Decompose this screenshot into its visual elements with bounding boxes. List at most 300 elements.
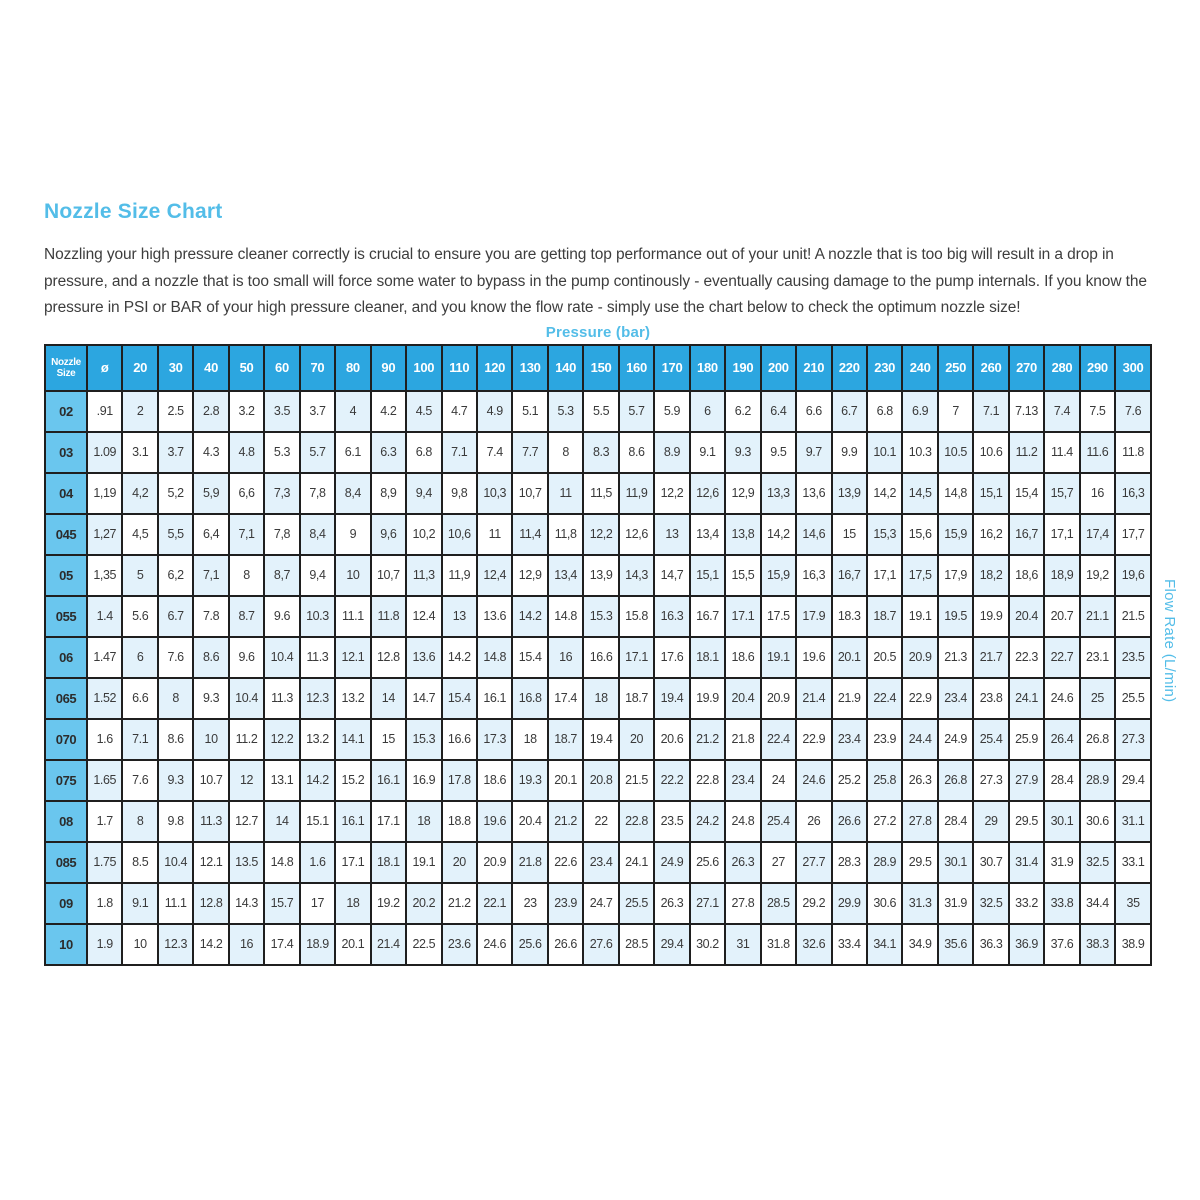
flow-cell: 7.7 <box>512 432 547 473</box>
flow-cell: 27 <box>761 842 796 883</box>
flow-cell: 7.6 <box>158 637 193 678</box>
flow-cell: 4.3 <box>193 432 228 473</box>
flow-cell: 7.1 <box>122 719 157 760</box>
flow-cell: 16,2 <box>973 514 1008 555</box>
flow-cell: 27.2 <box>867 801 902 842</box>
flow-cell: 9,8 <box>442 473 477 514</box>
flow-cell: 14.8 <box>477 637 512 678</box>
flow-cell: 19.4 <box>654 678 689 719</box>
flow-cell: 18,2 <box>973 555 1008 596</box>
flow-cell: 25.5 <box>1115 678 1151 719</box>
flow-cell: 24.9 <box>654 842 689 883</box>
flow-cell: 15.2 <box>335 760 370 801</box>
flow-cell: 16,7 <box>1009 514 1044 555</box>
flow-cell: 11 <box>548 473 583 514</box>
flow-cell: 19.1 <box>761 637 796 678</box>
flow-cell: 11 <box>477 514 512 555</box>
flow-cell: 21.8 <box>725 719 760 760</box>
flow-cell: 14,2 <box>867 473 902 514</box>
flow-cell: 12,9 <box>512 555 547 596</box>
flow-cell: 19.5 <box>938 596 973 637</box>
flow-cell: 22.9 <box>796 719 831 760</box>
column-header-pressure-160: 160 <box>619 345 654 391</box>
flow-cell: 6.9 <box>902 391 937 432</box>
flow-cell: 6,2 <box>158 555 193 596</box>
column-header-pressure-230: 230 <box>867 345 902 391</box>
flow-cell: 13,9 <box>832 473 867 514</box>
flow-cell: 29.2 <box>796 883 831 924</box>
flow-cell: 11.2 <box>1009 432 1044 473</box>
flow-cell: 23.1 <box>1080 637 1115 678</box>
flow-cell: 15,9 <box>938 514 973 555</box>
flow-cell: 15.3 <box>583 596 618 637</box>
flow-cell: 11.3 <box>193 801 228 842</box>
flow-cell: 21.3 <box>938 637 973 678</box>
flow-cell: 23.4 <box>832 719 867 760</box>
flow-cell: 25.2 <box>832 760 867 801</box>
column-header-pressure-250: 250 <box>938 345 973 391</box>
flow-cell: 20.4 <box>725 678 760 719</box>
flow-cell: 32.5 <box>973 883 1008 924</box>
flow-cell: 17.4 <box>548 678 583 719</box>
flow-cell: 13.1 <box>264 760 299 801</box>
flow-cell: 18,9 <box>1044 555 1079 596</box>
flow-cell: 3.2 <box>229 391 264 432</box>
flow-cell: 24 <box>761 760 796 801</box>
flow-cell: 16.1 <box>371 760 406 801</box>
flow-cell: 22.6 <box>548 842 583 883</box>
column-header-pressure-130: 130 <box>512 345 547 391</box>
flow-cell: 9.9 <box>832 432 867 473</box>
flow-cell: 14.2 <box>300 760 335 801</box>
flow-cell: 18.6 <box>725 637 760 678</box>
flow-cell: 10 <box>193 719 228 760</box>
flow-cell: 11.1 <box>158 883 193 924</box>
flow-cell: 31.4 <box>1009 842 1044 883</box>
flow-cell: 8,9 <box>371 473 406 514</box>
flow-cell: 13.5 <box>229 842 264 883</box>
flow-cell: 36.3 <box>973 924 1008 965</box>
flow-cell: 34.9 <box>902 924 937 965</box>
flow-cell: 1,27 <box>87 514 122 555</box>
table-row-nozzle-09 <box>45 883 1151 924</box>
flow-cell: 13,6 <box>796 473 831 514</box>
flow-cell: 8.6 <box>619 432 654 473</box>
flow-cell: 15.3 <box>406 719 441 760</box>
flow-cell: 21.4 <box>371 924 406 965</box>
flow-cell: 14 <box>371 678 406 719</box>
flow-cell: 13.2 <box>335 678 370 719</box>
flow-cell: 28.3 <box>832 842 867 883</box>
flow-cell: 10,2 <box>406 514 441 555</box>
flow-cell: 6.3 <box>371 432 406 473</box>
flow-cell: 15,1 <box>973 473 1008 514</box>
nozzle-size-table <box>44 344 1152 966</box>
row-header-nozzle-02: 02 <box>45 391 87 432</box>
flow-cell: 31 <box>725 924 760 965</box>
column-header-pressure-190: 190 <box>725 345 760 391</box>
flow-cell: 28.4 <box>1044 760 1079 801</box>
flow-cell: 10.1 <box>867 432 902 473</box>
flow-cell: 9,4 <box>406 473 441 514</box>
flow-cell: 7,1 <box>229 514 264 555</box>
flow-cell: 17.8 <box>442 760 477 801</box>
flow-cell: 27.3 <box>973 760 1008 801</box>
flow-cell: 26.3 <box>654 883 689 924</box>
flow-cell: 3.7 <box>300 391 335 432</box>
flow-cell: 18.1 <box>371 842 406 883</box>
flow-cell: 7.6 <box>1115 391 1151 432</box>
flow-cell: 4,5 <box>122 514 157 555</box>
flow-cell: 10.3 <box>902 432 937 473</box>
flow-cell: 4.9 <box>477 391 512 432</box>
flow-cell: 6.6 <box>122 678 157 719</box>
flow-cell: 16.6 <box>442 719 477 760</box>
flow-cell: 30.6 <box>1080 801 1115 842</box>
flow-cell: 14,8 <box>938 473 973 514</box>
row-header-nozzle-085: 085 <box>45 842 87 883</box>
table-row-nozzle-06 <box>45 637 1151 678</box>
row-header-nozzle-06: 06 <box>45 637 87 678</box>
flow-cell: 1.09 <box>87 432 122 473</box>
flow-cell: 11,5 <box>583 473 618 514</box>
flow-cell: 12,6 <box>690 473 725 514</box>
flow-cell: 22 <box>583 801 618 842</box>
flow-cell: 29.9 <box>832 883 867 924</box>
flow-cell: 23.9 <box>867 719 902 760</box>
flow-cell: 1.6 <box>300 842 335 883</box>
flow-cell: 20.9 <box>761 678 796 719</box>
flow-cell: 22.8 <box>690 760 725 801</box>
flow-cell: 15.7 <box>264 883 299 924</box>
flow-cell: 22.8 <box>619 801 654 842</box>
flow-cell: 9,6 <box>371 514 406 555</box>
flow-cell: 19.9 <box>973 596 1008 637</box>
flow-cell: 25 <box>1080 678 1115 719</box>
flow-cell: 2.5 <box>158 391 193 432</box>
flow-cell: 19.6 <box>796 637 831 678</box>
flow-cell: 32.5 <box>1080 842 1115 883</box>
column-header-diameter: ø <box>87 345 122 391</box>
flow-cell: 5.7 <box>300 432 335 473</box>
flow-cell: 16,3 <box>796 555 831 596</box>
flow-cell: 25.6 <box>512 924 547 965</box>
flow-cell: 12.3 <box>300 678 335 719</box>
flow-cell: 6.8 <box>867 391 902 432</box>
flow-cell: 1.47 <box>87 637 122 678</box>
flow-cell: 11.4 <box>1044 432 1079 473</box>
flow-cell: 10,6 <box>442 514 477 555</box>
flow-cell: 14.3 <box>229 883 264 924</box>
column-header-pressure-120: 120 <box>477 345 512 391</box>
flow-cell: 27.8 <box>902 801 937 842</box>
flow-cell: 17,1 <box>1044 514 1079 555</box>
flow-cell: 9.5 <box>761 432 796 473</box>
flow-cell: 6.7 <box>832 391 867 432</box>
flow-cell: 12.8 <box>371 637 406 678</box>
flow-cell: 5.3 <box>548 391 583 432</box>
flow-cell: 20.2 <box>406 883 441 924</box>
flow-cell: 22.4 <box>761 719 796 760</box>
flow-cell: 24.1 <box>619 842 654 883</box>
flow-cell: 26.3 <box>725 842 760 883</box>
flow-cell: 38.3 <box>1080 924 1115 965</box>
flow-cell: 26 <box>796 801 831 842</box>
flow-cell: 27.8 <box>725 883 760 924</box>
flow-cell: 16.8 <box>512 678 547 719</box>
flow-cell: 14.2 <box>442 637 477 678</box>
flow-cell: 13,4 <box>690 514 725 555</box>
flow-cell: 15,9 <box>761 555 796 596</box>
flow-cell: 8.3 <box>583 432 618 473</box>
row-header-nozzle-03: 03 <box>45 432 87 473</box>
flow-cell: 29 <box>973 801 1008 842</box>
flow-cell: 13,8 <box>725 514 760 555</box>
column-header-pressure-100: 100 <box>406 345 441 391</box>
flow-cell: 21.2 <box>690 719 725 760</box>
column-header-pressure-60: 60 <box>264 345 299 391</box>
flow-cell: 8.6 <box>158 719 193 760</box>
flow-cell: 7.8 <box>193 596 228 637</box>
row-header-nozzle-10: 10 <box>45 924 87 965</box>
table-row-nozzle-03 <box>45 432 1151 473</box>
flow-cell: 21.2 <box>548 801 583 842</box>
flow-cell: 26.6 <box>832 801 867 842</box>
column-header-pressure-80: 80 <box>335 345 370 391</box>
flow-cell: 5.1 <box>512 391 547 432</box>
flow-cell: 28.4 <box>938 801 973 842</box>
flow-cell: 9.3 <box>193 678 228 719</box>
flow-cell: 11,8 <box>548 514 583 555</box>
flow-cell: 7.1 <box>973 391 1008 432</box>
pressure-axis-label: Pressure (bar) <box>545 323 651 341</box>
flow-cell: 17.1 <box>371 801 406 842</box>
flow-cell: 25.5 <box>619 883 654 924</box>
flow-cell: 29.5 <box>902 842 937 883</box>
flow-cell: 17.4 <box>264 924 299 965</box>
flow-cell: 10.7 <box>193 760 228 801</box>
flow-cell: 11.3 <box>300 637 335 678</box>
flow-cell: 25.4 <box>973 719 1008 760</box>
flow-cell: 14.2 <box>193 924 228 965</box>
flow-cell: 9.8 <box>158 801 193 842</box>
flow-cell: 22.3 <box>1009 637 1044 678</box>
table-row-nozzle-055 <box>45 596 1151 637</box>
flow-cell: 11.3 <box>264 678 299 719</box>
flow-cell: 21.5 <box>1115 596 1151 637</box>
column-header-pressure-150: 150 <box>583 345 618 391</box>
flow-cell: 19,6 <box>1115 555 1151 596</box>
flow-cell: 20.9 <box>477 842 512 883</box>
flow-cell: 15.8 <box>619 596 654 637</box>
flow-cell: 22.5 <box>406 924 441 965</box>
flow-rate-axis-label: Flow Rate (L/min) <box>1161 578 1178 703</box>
flow-cell: 24.8 <box>725 801 760 842</box>
flow-cell: 9 <box>335 514 370 555</box>
flow-cell: 8,4 <box>300 514 335 555</box>
flow-cell: 13,3 <box>761 473 796 514</box>
flow-cell: 20.8 <box>583 760 618 801</box>
flow-cell: 16.1 <box>477 678 512 719</box>
flow-cell: 14 <box>264 801 299 842</box>
flow-cell: 6.2 <box>725 391 760 432</box>
flow-cell: 7.6 <box>122 760 157 801</box>
flow-cell: 24.1 <box>1009 678 1044 719</box>
flow-cell: 24.9 <box>938 719 973 760</box>
flow-cell: 11,4 <box>512 514 547 555</box>
flow-cell: 17,1 <box>867 555 902 596</box>
flow-cell: 4 <box>335 391 370 432</box>
flow-cell: 15.4 <box>442 678 477 719</box>
flow-cell: 13.6 <box>406 637 441 678</box>
flow-cell: 9,4 <box>300 555 335 596</box>
flow-cell: 23 <box>512 883 547 924</box>
flow-cell: 17.1 <box>335 842 370 883</box>
flow-cell: 33.4 <box>832 924 867 965</box>
flow-cell: 12 <box>229 760 264 801</box>
flow-cell: 2.8 <box>193 391 228 432</box>
table-row-nozzle-075 <box>45 760 1151 801</box>
flow-cell: 35 <box>1115 883 1151 924</box>
flow-cell: 16.1 <box>335 801 370 842</box>
flow-cell: 15.4 <box>512 637 547 678</box>
flow-cell: 12.8 <box>193 883 228 924</box>
flow-cell: 18.7 <box>619 678 654 719</box>
flow-cell: 10.5 <box>938 432 973 473</box>
flow-cell: 19.9 <box>690 678 725 719</box>
flow-cell: 1.8 <box>87 883 122 924</box>
flow-cell: 36.9 <box>1009 924 1044 965</box>
flow-cell: 1.52 <box>87 678 122 719</box>
flow-cell: 4.7 <box>442 391 477 432</box>
flow-cell: 14.7 <box>406 678 441 719</box>
flow-cell: 6 <box>690 391 725 432</box>
flow-cell: 33.2 <box>1009 883 1044 924</box>
flow-cell: 5.5 <box>583 391 618 432</box>
flow-cell: 35.6 <box>938 924 973 965</box>
flow-cell: 16,7 <box>832 555 867 596</box>
flow-cell: 22.9 <box>902 678 937 719</box>
table-row-nozzle-070 <box>45 719 1151 760</box>
flow-cell: 30.7 <box>973 842 1008 883</box>
column-header-pressure-220: 220 <box>832 345 867 391</box>
flow-cell: 2 <box>122 391 157 432</box>
table-row-nozzle-04 <box>45 473 1151 514</box>
flow-cell: 1,35 <box>87 555 122 596</box>
column-header-pressure-20: 20 <box>122 345 157 391</box>
flow-cell: 19.1 <box>406 842 441 883</box>
flow-cell: 13.6 <box>477 596 512 637</box>
flow-cell: 15.1 <box>300 801 335 842</box>
flow-cell: 20.6 <box>654 719 689 760</box>
flow-cell: 25.6 <box>690 842 725 883</box>
flow-cell: 18.6 <box>477 760 512 801</box>
flow-cell: 33.8 <box>1044 883 1079 924</box>
intro-paragraph: Nozzling your high pressure cleaner correctly is crucial to ensure you are getting top performance out of your unit! A nozzle that is too big will result in a drop in pressure, and a nozzle that is too small will force some water to bypass in the pump continously - eventually causing damage to the pump internals. If you know the pressure in PSI or BAR of your high pressure cleaner, and you know the flow rate - simply use the chart below to check the optimum nozzle size! <box>44 246 1147 317</box>
flow-cell: 34.1 <box>867 924 902 965</box>
flow-cell: 21.4 <box>796 678 831 719</box>
flow-cell: 9.1 <box>690 432 725 473</box>
flow-cell: 31.3 <box>902 883 937 924</box>
table-row-nozzle-02 <box>45 391 1151 432</box>
row-header-nozzle-070: 070 <box>45 719 87 760</box>
flow-cell: 7,8 <box>264 514 299 555</box>
flow-cell: 13 <box>654 514 689 555</box>
flow-cell: 10 <box>122 924 157 965</box>
flow-cell: 7.5 <box>1080 391 1115 432</box>
flow-cell: 27.6 <box>583 924 618 965</box>
flow-cell: 23.4 <box>583 842 618 883</box>
flow-cell: 3.1 <box>122 432 157 473</box>
flow-cell: 11,9 <box>442 555 477 596</box>
flow-cell: 20 <box>619 719 654 760</box>
flow-cell: 8.9 <box>654 432 689 473</box>
flow-cell: 12,9 <box>725 473 760 514</box>
flow-cell: 20.7 <box>1044 596 1079 637</box>
flow-cell: 18.7 <box>548 719 583 760</box>
table-row-nozzle-045 <box>45 514 1151 555</box>
flow-cell: 22.7 <box>1044 637 1079 678</box>
flow-cell: 15,7 <box>1044 473 1079 514</box>
flow-cell: 23.9 <box>548 883 583 924</box>
column-header-nozzle-size: Nozzle Size <box>45 345 87 391</box>
flow-cell: 19.4 <box>583 719 618 760</box>
flow-cell: 25.4 <box>761 801 796 842</box>
column-header-pressure-70: 70 <box>300 345 335 391</box>
flow-cell: 1.6 <box>87 719 122 760</box>
flow-cell: 19.6 <box>477 801 512 842</box>
flow-cell: 10.4 <box>158 842 193 883</box>
page-title: Nozzle Size Chart <box>44 200 223 223</box>
flow-cell: 31.9 <box>938 883 973 924</box>
flow-cell: 6.7 <box>158 596 193 637</box>
column-header-pressure-240: 240 <box>902 345 937 391</box>
flow-cell: 11.2 <box>229 719 264 760</box>
flow-cell: 15,5 <box>725 555 760 596</box>
flow-cell: 11.8 <box>371 596 406 637</box>
flow-cell: 26.6 <box>548 924 583 965</box>
flow-cell: 10,7 <box>371 555 406 596</box>
flow-cell: 17 <box>300 883 335 924</box>
column-header-pressure-180: 180 <box>690 345 725 391</box>
table-row-nozzle-10 <box>45 924 1151 965</box>
flow-cell: 7.1 <box>442 432 477 473</box>
flow-cell: 29.5 <box>1009 801 1044 842</box>
flow-cell: 20 <box>442 842 477 883</box>
flow-cell: 6.8 <box>406 432 441 473</box>
flow-cell: 17,5 <box>902 555 937 596</box>
flow-cell: 14,2 <box>761 514 796 555</box>
flow-cell: 14.2 <box>512 596 547 637</box>
flow-cell: 5.6 <box>122 596 157 637</box>
flow-cell: 34.4 <box>1080 883 1115 924</box>
flow-cell: 33.1 <box>1115 842 1151 883</box>
flow-cell: .91 <box>87 391 122 432</box>
flow-cell: 23.4 <box>725 760 760 801</box>
flow-cell: 20.1 <box>335 924 370 965</box>
flow-cell: 10 <box>335 555 370 596</box>
flow-cell: 18.3 <box>832 596 867 637</box>
flow-cell: 28.5 <box>761 883 796 924</box>
flow-cell: 13.2 <box>300 719 335 760</box>
flow-cell: 19.2 <box>371 883 406 924</box>
flow-cell: 21.2 <box>442 883 477 924</box>
flow-cell: 16.3 <box>654 596 689 637</box>
flow-cell: 21.7 <box>973 637 1008 678</box>
flow-cell: 25.9 <box>1009 719 1044 760</box>
flow-cell: 23.5 <box>654 801 689 842</box>
flow-cell: 6,6 <box>229 473 264 514</box>
